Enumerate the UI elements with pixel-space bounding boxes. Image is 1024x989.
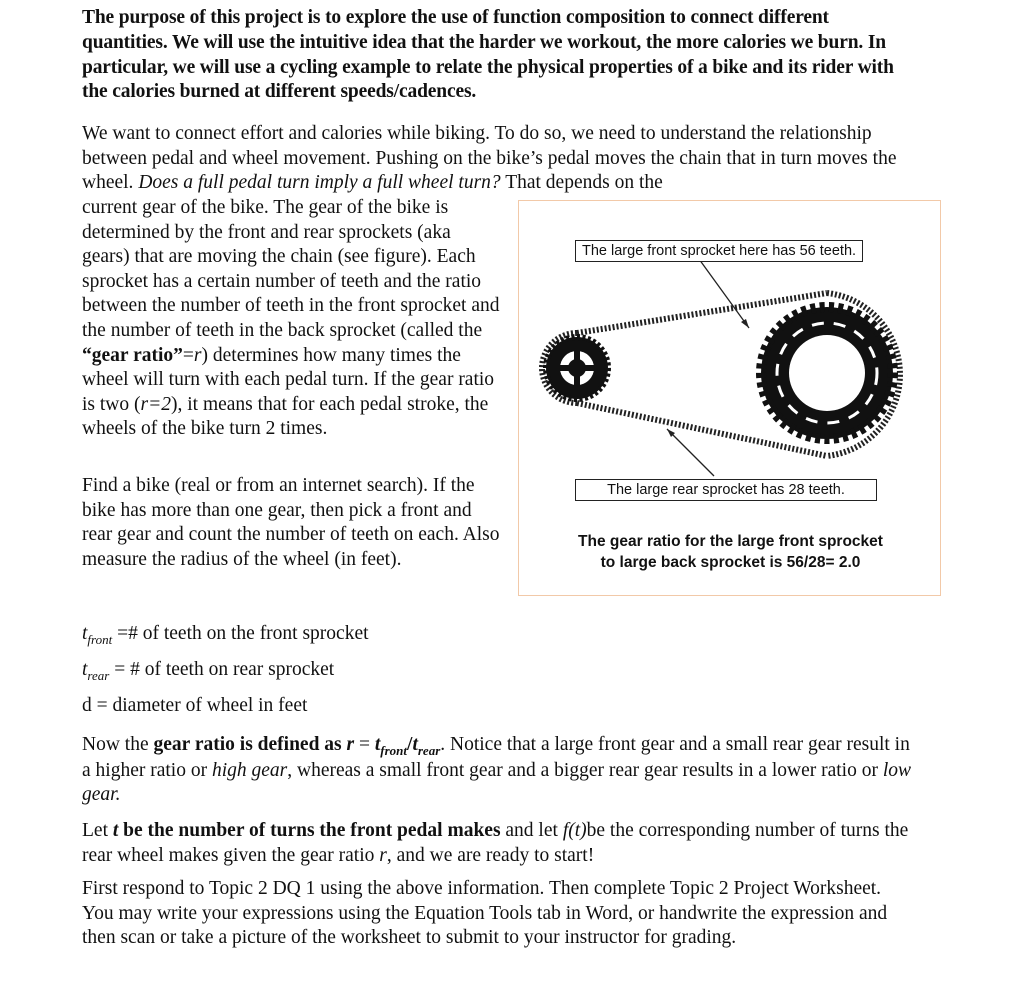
paragraph-text: Let [82, 820, 113, 841]
intro-paragraph: The purpose of this project is to explore the use of function composition to connect different quantities. We will use the intuitive idea that the harder we workout, the more calories we burn. In particular, we will use a cycling example to relate the physical properties of a bike and its rider with the calories burned at different speeds/cadences. [82, 7, 894, 103]
figure-caption [519, 531, 942, 573]
paragraph-find-bike: Find a bike (real or from an internet search). If the bike has more than one gear, then pick a front and rear gear and count the number of teeth on each. Also measure the radius of the wheel (in feet). [82, 474, 500, 570]
paragraph-text: That depends on the [500, 172, 663, 194]
variable-r: r [379, 844, 387, 866]
def-t-front [82, 622, 369, 658]
rear-pointer [667, 429, 714, 476]
paragraph-text: = [182, 344, 194, 366]
paragraph-text: ) determines how many times the wheel will turn with each pedal turn. If the gear ratio is two ( [82, 344, 495, 415]
subscript-front: front [380, 743, 408, 758]
definition-text: = # of teeth on rear sprocket [109, 659, 335, 680]
subscript-front: front [87, 632, 113, 647]
variable-t: t [412, 734, 418, 755]
paragraph-pedal-wheel [82, 122, 912, 196]
variable-t: t [82, 659, 88, 680]
low-gear-text: low gear. [82, 759, 912, 806]
subscript-rear: rear [417, 743, 441, 758]
def-t-rear [82, 658, 369, 694]
definition-text: =# of teeth on the front sprocket [112, 623, 369, 644]
term-gear-ratio: “gear ratio” [82, 344, 183, 366]
paragraph-instructions: First respond to Topic 2 DQ 1 using the above information. Then complete Topic 2 Project Worksheet. You may write your expressions using the Equation Tools tab in Word, or handwrite the expression and then scan or take a picture of the worksheet to submit to your instructor for grading. [82, 878, 888, 949]
caption-line: to large back sprocket is 56/28= 2.0 [600, 554, 861, 571]
caption-line: The gear ratio for the large front sprocket [578, 533, 883, 550]
paragraph-text: . Notice that a large front gear and a small rear gear result in a higher ratio or [82, 734, 910, 781]
slash: / [407, 734, 413, 755]
front-pointer [699, 259, 749, 328]
paragraph-let-t [82, 819, 912, 868]
variable-r: r [193, 344, 202, 366]
paragraph-ratio-definition [82, 733, 912, 808]
paragraph-gear-ratio [82, 196, 502, 442]
paragraph-text: and let [500, 820, 563, 841]
def-d: d = diameter of wheel in feet [82, 695, 308, 716]
function-f: f(t) [562, 820, 587, 841]
rear-sprocket-icon [546, 337, 608, 399]
definitions [82, 622, 369, 730]
bold-text: be the number of turns the front pedal makes [118, 820, 501, 841]
bold-text: gear ratio is defined as [153, 734, 347, 755]
paragraph-text: current gear of the bike. The gear of the bike is determined by the front and rear sprockets (aka gears) that are moving the chain (see figure). Each sprocket has a certain number of teeth and the ratio between the number of teeth in the front sprocket and the number of teeth in the back sprocket (called the [82, 196, 500, 341]
subscript-rear: rear [87, 668, 110, 683]
paragraph-text: , whereas a small front gear and a bigger rear gear results in a lower ratio or [287, 759, 883, 781]
variable-t: t [82, 623, 88, 644]
front-sprocket-icon [761, 307, 893, 439]
paragraph-text: , and we are ready to start! [386, 844, 595, 866]
variable-r: r [346, 734, 355, 755]
sprocket-figure [518, 200, 941, 596]
variable-t: t [112, 820, 119, 841]
rear-sprocket-callout: The large rear sprocket has 28 teeth. [575, 479, 877, 501]
paragraph-text: ), it means that for each pedal stroke, the wheels of the bike turn 2 times. [82, 393, 489, 440]
paragraph-text: Now the [82, 734, 154, 755]
variable-t: t [374, 734, 381, 755]
front-arrowhead [741, 319, 749, 328]
question-text: Does a full pedal turn imply a full wheel turn? [138, 172, 501, 194]
paragraph-text: We want to connect effort and calories while biking. To do so, we need to understand the relationship between pedal and wheel movement. Pushing on the bike’s pedal moves the chain that in turn moves the wheel. [82, 123, 897, 194]
high-gear-text: high gear [211, 759, 288, 781]
equals-sign: = [354, 734, 375, 755]
paragraph-text: be the corresponding number of turns the rear wheel makes given the gear ratio [82, 820, 909, 866]
example-r2: r=2 [140, 393, 171, 415]
front-sprocket-callout: The large front sprocket here has 56 teeth. [575, 240, 863, 262]
